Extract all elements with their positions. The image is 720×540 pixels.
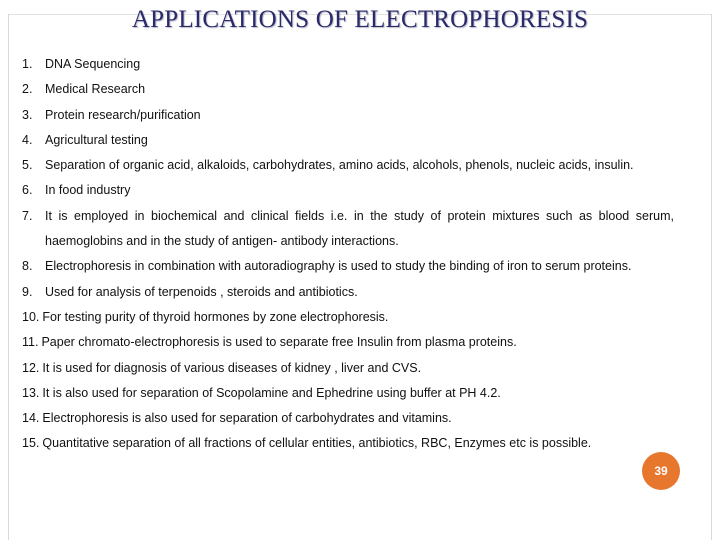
item-text: For testing purity of thyroid hormones by zone electrophoresis. xyxy=(42,309,389,324)
list-item xyxy=(22,330,674,355)
item-number: 1. xyxy=(22,57,33,71)
list-item xyxy=(22,128,674,153)
item-number: 8. xyxy=(22,259,33,274)
item-text: It is used for diagnosis of various diseases of kidney , liver and CVS. xyxy=(42,360,422,375)
item-number: 10. xyxy=(22,309,40,324)
slide-title: APPLICATIONS OF ELECTROPHORESIS xyxy=(131,6,589,33)
item-text: Electrophoresis in combination with autoradiography is used to study the binding of iron to serum proteins. xyxy=(45,259,632,274)
item-number: 12. xyxy=(22,360,40,375)
list-item xyxy=(22,431,674,456)
item-text: Quantitative separation of all fractions of cellular entities, antibiotics, RBC, Enzymes etc is possible. xyxy=(42,436,592,451)
item-text: Protein research/purification xyxy=(45,107,201,122)
item-text: Used for analysis of terpenoids , steroids and antibiotics. xyxy=(45,284,358,299)
list-item xyxy=(22,280,674,305)
item-text: Electrophoresis is also used for separation of carbohydrates and vitamins. xyxy=(42,411,452,426)
slide-frame-left xyxy=(8,14,9,540)
item-number: 15. xyxy=(22,436,40,451)
item-number: 3. xyxy=(22,107,33,122)
list-item xyxy=(22,356,674,381)
item-number: 2. xyxy=(22,82,33,97)
applications-list xyxy=(22,52,674,457)
list-item xyxy=(22,178,674,203)
list-item xyxy=(22,103,674,128)
item-text: It is employed in biochemical and clinical fields i.e. in the study of protein mixtures such as blood serum, haemoglobins and in the study of antigen- antibody interactions. xyxy=(45,208,674,249)
list-item xyxy=(22,77,674,102)
list-item xyxy=(22,381,674,406)
item-number: 5. xyxy=(22,158,33,173)
item-text: Paper chromato-electrophoresis is used to separate free Insulin from plasma proteins. xyxy=(41,335,517,350)
item-number: 11. xyxy=(22,335,39,350)
item-number: 4. xyxy=(22,132,33,147)
list-item xyxy=(22,254,674,279)
item-text: DNA Sequencing xyxy=(45,57,141,71)
item-number: 13. xyxy=(22,385,40,400)
item-text: It is also used for separation of Scopolamine and Ephedrine using buffer at PH 4.2. xyxy=(42,385,501,400)
item-text: Medical Research xyxy=(45,82,146,97)
item-text: Agricultural testing xyxy=(45,132,148,147)
item-number: 7. xyxy=(22,208,33,223)
page-number-badge: 39 xyxy=(642,452,680,490)
item-number: 6. xyxy=(22,183,33,198)
slide-frame-right xyxy=(711,14,712,540)
item-text: In food industry xyxy=(45,183,131,198)
list-item xyxy=(22,204,674,255)
list-item xyxy=(22,52,674,77)
list-item xyxy=(22,153,674,178)
item-number: 14. xyxy=(22,411,40,426)
list-item xyxy=(22,305,674,330)
list-item xyxy=(22,406,674,431)
item-number: 9. xyxy=(22,284,33,299)
item-text: Separation of organic acid, alkaloids, carbohydrates, amino acids, alcohols, phenols, nucleic acids, insulin. xyxy=(45,158,634,173)
